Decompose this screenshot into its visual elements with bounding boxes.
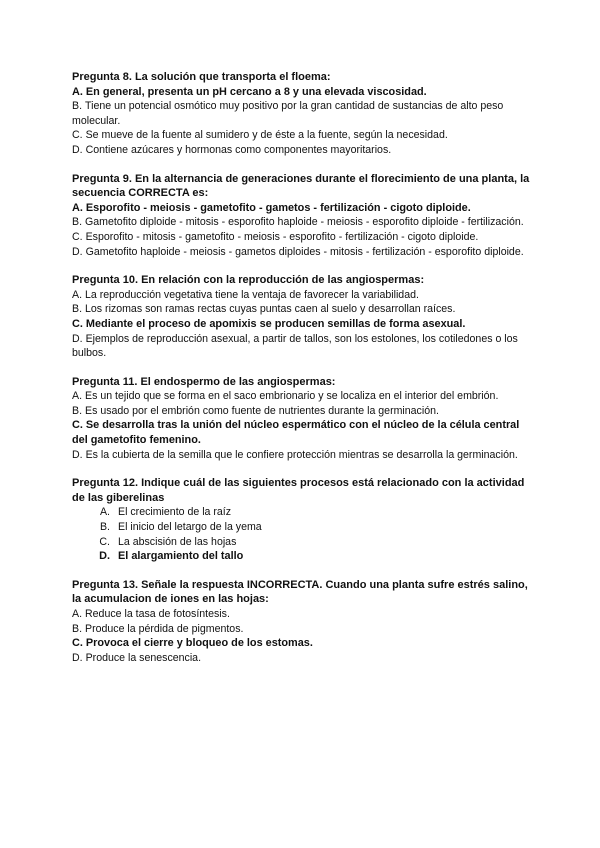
- option-letter: A.: [99, 506, 110, 519]
- option-text: Produce la senescencia.: [85, 651, 202, 664]
- question-9: [72, 172, 532, 260]
- answer-option-d: [72, 245, 532, 260]
- option-text: Provoca el cierre y bloqueo de los estomas.: [85, 637, 313, 650]
- option-text: Es un tejido que se forma en el saco embrionario y se localiza en el interior del embrión.: [85, 390, 499, 403]
- answer-option-d: [72, 549, 532, 564]
- option-text: Es la cubierta de la semilla que le confiere protección mientras se desarrolla la germinación.: [85, 448, 518, 461]
- answer-option-d: [72, 332, 532, 361]
- question-11: [72, 375, 532, 463]
- option-text: Gametofito diploide - mitosis - esporofito haploide - meiosis - esporofito diploide - fertilización.: [85, 216, 524, 229]
- option-text: Esporofito - mitosis - gametofito - meiosis - esporofito - fertilización - cigoto diploide.: [85, 230, 479, 243]
- option-text: Se desarrolla tras la unión del núcleo espermático con el núcleo de la célula central del gametofito femenino.: [72, 419, 520, 447]
- answer-option-a: [72, 85, 532, 100]
- option-letter: D.: [72, 651, 83, 664]
- option-text: La reproducción vegetativa tiene la ventaja de favorecer la variabilidad.: [85, 288, 419, 301]
- option-letter: C.: [72, 230, 83, 243]
- question-title: Pregunta 11. El endospermo de las angiospermas:: [72, 375, 336, 388]
- option-letter: D.: [72, 448, 83, 461]
- answer-option-d: [72, 448, 532, 463]
- answer-option-b: [72, 622, 532, 637]
- option-text: El alargamiento del tallo: [118, 550, 244, 563]
- answer-option-b: [72, 302, 532, 317]
- answer-option-a: [72, 288, 532, 303]
- option-letter: D.: [99, 550, 110, 563]
- answer-option-b: [72, 520, 532, 535]
- answer-option-a: [72, 505, 532, 520]
- answer-option-c: [72, 230, 532, 245]
- option-letter: B.: [72, 303, 83, 316]
- question-8: [72, 70, 532, 158]
- option-text: Esporofito - meiosis - gametofito - gametos - fertilización - cigoto diploide.: [85, 201, 471, 214]
- option-letter: A.: [72, 608, 83, 620]
- option-letter: B.: [72, 100, 83, 113]
- option-letter: A.: [72, 85, 83, 98]
- option-letter: A.: [72, 201, 83, 214]
- question-title: Pregunta 10. En relación con la reproducción de las angiospermas:: [72, 274, 425, 287]
- option-letter: C.: [99, 535, 110, 548]
- answer-option-a: [72, 389, 532, 404]
- option-text: El crecimiento de la raíz: [118, 506, 232, 519]
- option-text: Reduce la tasa de fotosíntesis.: [85, 608, 230, 620]
- question-12: [72, 476, 532, 564]
- answer-option-c: [72, 418, 532, 447]
- option-letter: C.: [72, 419, 83, 432]
- answer-option-c: [72, 317, 532, 332]
- answer-option-c: [72, 128, 532, 143]
- option-letter: C.: [72, 129, 83, 142]
- option-text: Contiene azúcares y hormonas como componentes mayoritarios.: [85, 143, 392, 156]
- question-title: Pregunta 12. Indique cuál de las siguientes procesos está relacionado con la actividad de las giberelinas: [72, 477, 525, 504]
- option-letter: A.: [72, 390, 83, 403]
- option-letter: D.: [72, 143, 83, 156]
- option-text: Los rizomas son ramas rectas cuyas puntas caen al suelo y desarrollan raíces.: [85, 303, 456, 316]
- option-text: En general, presenta un pH cercano a 8 y una elevada viscosidad.: [85, 85, 427, 98]
- exam-page: [72, 70, 532, 679]
- answer-option-a: [72, 201, 532, 216]
- answer-option-b: [72, 404, 532, 419]
- answer-option-c: [72, 535, 532, 550]
- option-text: Produce la pérdida de pigmentos.: [85, 622, 244, 635]
- option-letter: A.: [72, 288, 83, 301]
- question-title: Pregunta 8. La solución que transporta el floema:: [72, 71, 331, 83]
- option-text: Gametofito haploide - meiosis - gametos diploides - mitosis - fertilización - esporofito diploide.: [85, 245, 524, 258]
- question-13: [72, 578, 532, 666]
- question-10: [72, 273, 532, 361]
- question-title: Pregunta 13. Señale la respuesta INCORRECTA. Cuando una planta sufre estrés salino, la acumulacion de iones en las hojas:: [72, 578, 528, 606]
- answer-option-c: [72, 636, 532, 651]
- option-letter: D.: [72, 245, 83, 258]
- answer-option-a: [72, 607, 532, 622]
- option-text: Mediante el proceso de apomixis se producen semillas de forma asexual.: [85, 317, 466, 330]
- option-letter: B.: [72, 622, 83, 635]
- option-letter: B.: [72, 216, 83, 229]
- option-letter: B.: [72, 404, 83, 417]
- option-text: Se mueve de la fuente al sumidero y de éste a la fuente, según la necesidad.: [85, 129, 448, 142]
- option-text: Es usado por el embrión como fuente de nutrientes durante la germinación.: [85, 404, 439, 417]
- option-text: Ejemplos de reproducción asexual, a partir de tallos, son los estolones, los cotiledones o los bulbos.: [72, 332, 518, 360]
- option-letter: D.: [72, 332, 83, 345]
- option-letter: C.: [72, 317, 83, 330]
- question-title: Pregunta 9. En la alternancia de generaciones durante el florecimiento de una planta, la secuencia CORRECTA es:: [72, 172, 530, 200]
- option-letter: B.: [99, 521, 110, 534]
- answer-option-d: [72, 651, 532, 666]
- option-text: Tiene un potencial osmótico muy positivo por la gran cantidad de sustancias de alto peso molecular.: [72, 100, 504, 127]
- option-letter: C.: [72, 637, 83, 650]
- answer-option-b: [72, 99, 532, 128]
- answer-option-d: [72, 143, 532, 158]
- option-text: La abscisión de las hojas: [118, 535, 237, 548]
- answer-option-b: [72, 215, 532, 230]
- option-text: El inicio del letargo de la yema: [118, 521, 262, 534]
